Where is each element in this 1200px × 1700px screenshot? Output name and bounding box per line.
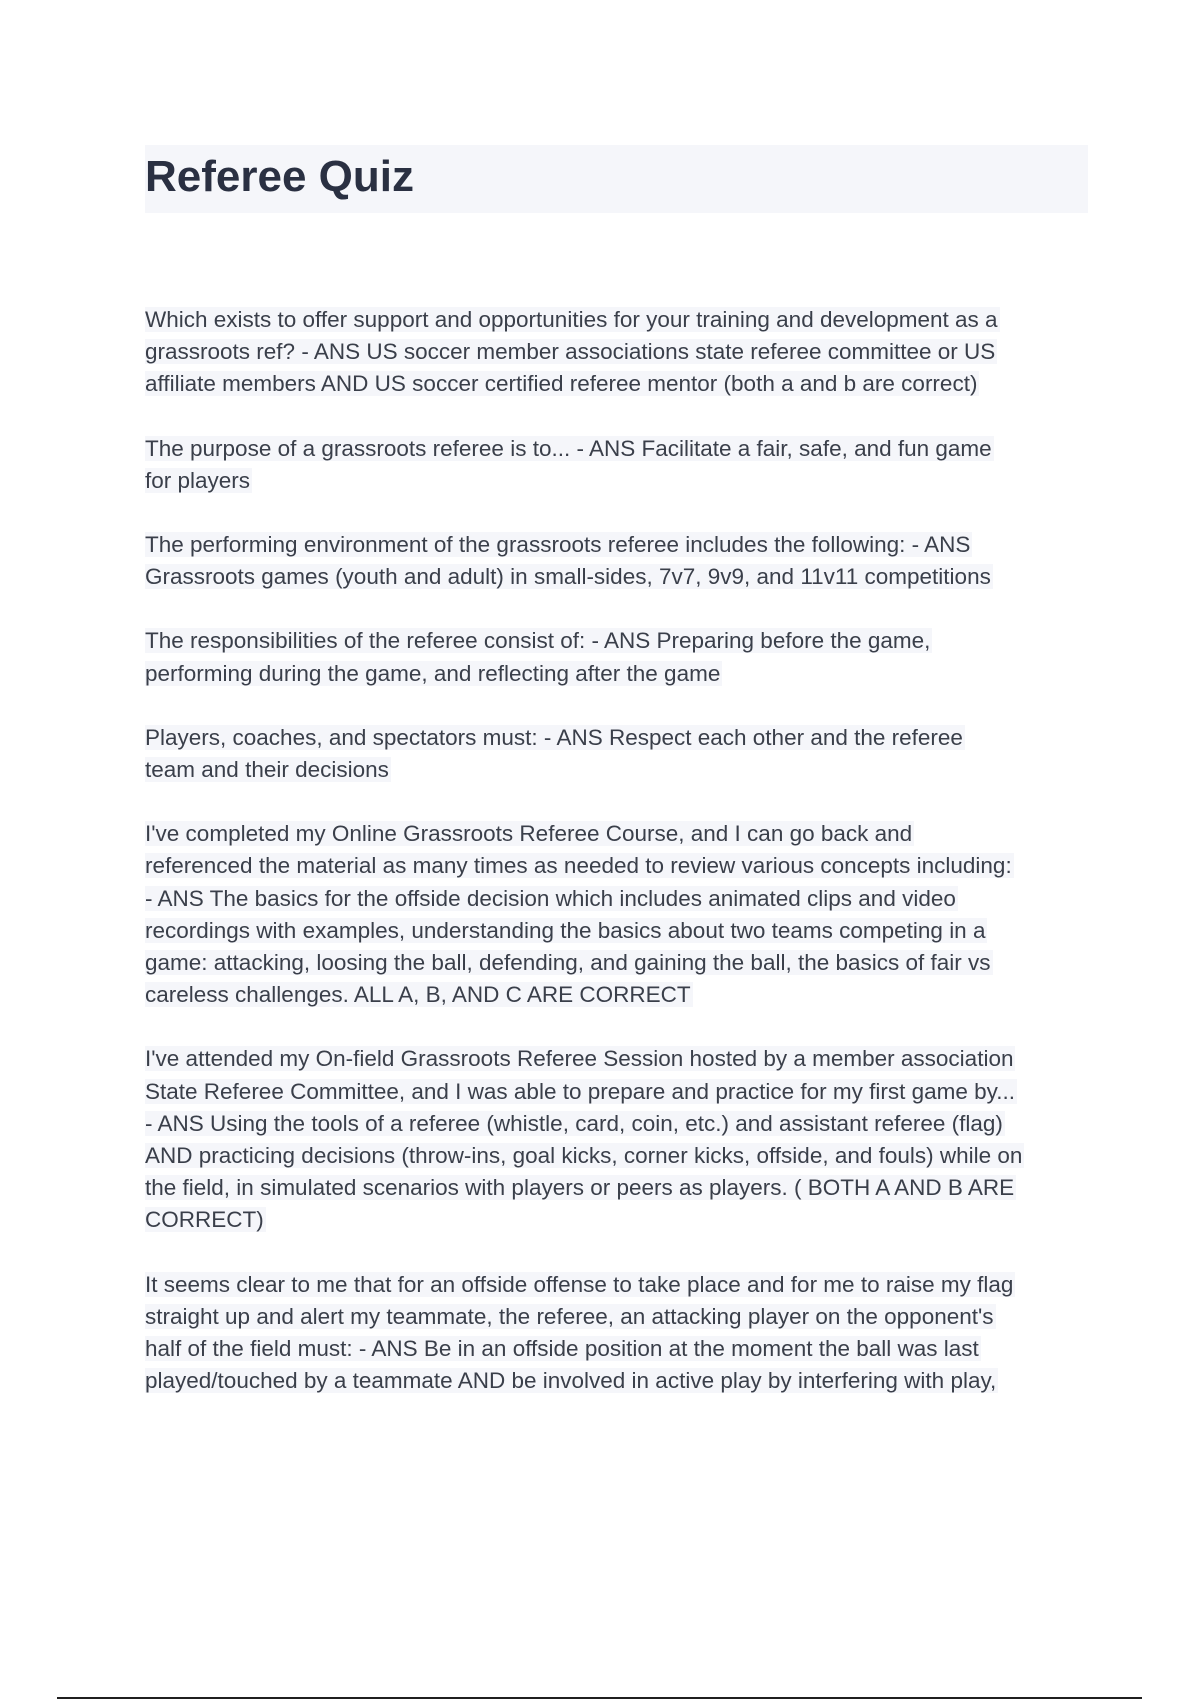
qa-item [145,529,1090,593]
qa-line [145,529,1090,561]
qa-line-text: affiliate members AND US soccer certified referee mentor (both a and b are correct) [145,371,978,397]
qa-line-text: for players [145,467,251,493]
qa-line [145,304,1090,336]
qa-line [145,1108,1090,1140]
qa-line [145,1204,1090,1236]
qa-line [145,915,1090,947]
qa-line [145,1140,1090,1172]
qa-line [145,561,1090,593]
qa-line [145,1365,1090,1397]
qa-line-text: Grassroots games (youth and adult) in small-sides, 7v7, 9v9, and 11v11 competitions [145,564,991,590]
qa-item [145,818,1090,1011]
qa-line-text: the field, in simulated scenarios with players or peers as players. ( BOTH A AND B ARE [145,1175,1015,1201]
qa-item [145,722,1090,786]
qa-line-text: I've attended my On-field Grassroots Referee Session hosted by a member association [145,1046,1014,1072]
qa-list [145,304,1090,1429]
qa-line [145,850,1090,882]
qa-line [145,658,1090,690]
qa-line [145,883,1090,915]
qa-line-text: - ANS Using the tools of a referee (whistle, card, coin, etc.) and assistant referee (flag) [145,1110,1003,1136]
qa-line-text: The responsibilities of the referee consist of: - ANS Preparing before the game, [145,628,931,654]
qa-item [145,625,1090,689]
qa-line [145,368,1090,400]
qa-line-text: careless challenges. ALL A, B, AND C ARE CORRECT [145,982,691,1008]
qa-line [145,625,1090,657]
qa-line-text: performing during the game, and reflecting after the game [145,660,721,686]
qa-line [145,336,1090,368]
qa-line-text: CORRECT) [145,1207,264,1233]
qa-line [145,722,1090,754]
qa-line-text: straight up and alert my teammate, the referee, an attacking player on the opponent's [145,1303,994,1329]
qa-line [145,754,1090,786]
qa-line [145,947,1090,979]
qa-line [145,1076,1090,1108]
qa-line-text: The performing environment of the grassroots referee includes the following: - ANS [145,532,971,558]
qa-line-text: The purpose of a grassroots referee is to... - ANS Facilitate a fair, safe, and fun game [145,435,992,461]
page-title: Referee Quiz [145,152,414,201]
qa-line-text: referenced the material as many times as needed to review various concepts including: [145,853,1012,879]
qa-line-text: Which exists to offer support and opportunities for your training and development as a [145,307,998,332]
qa-line-text: - ANS The basics for the offside decision which includes animated clips and video [145,885,956,911]
qa-line [145,1333,1090,1365]
qa-line [145,465,1090,497]
qa-item [145,304,1090,401]
qa-line-text: Players, coaches, and spectators must: - ANS Respect each other and the referee [145,724,963,750]
qa-line-text: State Referee Committee, and I was able to prepare and practice for my first game by... [145,1078,1015,1104]
qa-item [145,433,1090,497]
qa-line [145,979,1090,1011]
qa-item [145,1269,1090,1398]
qa-line-text: team and their decisions [145,757,389,783]
page-footer-rule [57,1697,1142,1699]
qa-line-text: AND practicing decisions (throw-ins, goal kicks, corner kicks, offside, and fouls) while on [145,1143,1023,1169]
qa-line [145,1172,1090,1204]
qa-line [145,818,1090,850]
qa-line-text: It seems clear to me that for an offside offense to take place and for me to raise my flag [145,1271,1014,1297]
qa-item [145,1043,1090,1236]
title-banner [145,145,1088,213]
qa-line-text: recordings with examples, understanding the basics about two teams competing in a [145,917,986,943]
qa-line-text: grassroots ref? - ANS US soccer member associations state referee committee or US [145,339,996,365]
qa-line-text: played/touched by a teammate AND be involved in active play by interfering with play, [145,1368,997,1394]
qa-line [145,1301,1090,1333]
qa-line-text: I've completed my Online Grassroots Referee Course, and I can go back and [145,821,913,847]
qa-line [145,1043,1090,1075]
qa-line-text: game: attacking, loosing the ball, defending, and gaining the ball, the basics of fair vs [145,950,991,976]
qa-line [145,433,1090,465]
qa-line [145,1269,1090,1301]
qa-line-text: half of the field must: - ANS Be in an offside position at the moment the ball was last [145,1336,979,1362]
